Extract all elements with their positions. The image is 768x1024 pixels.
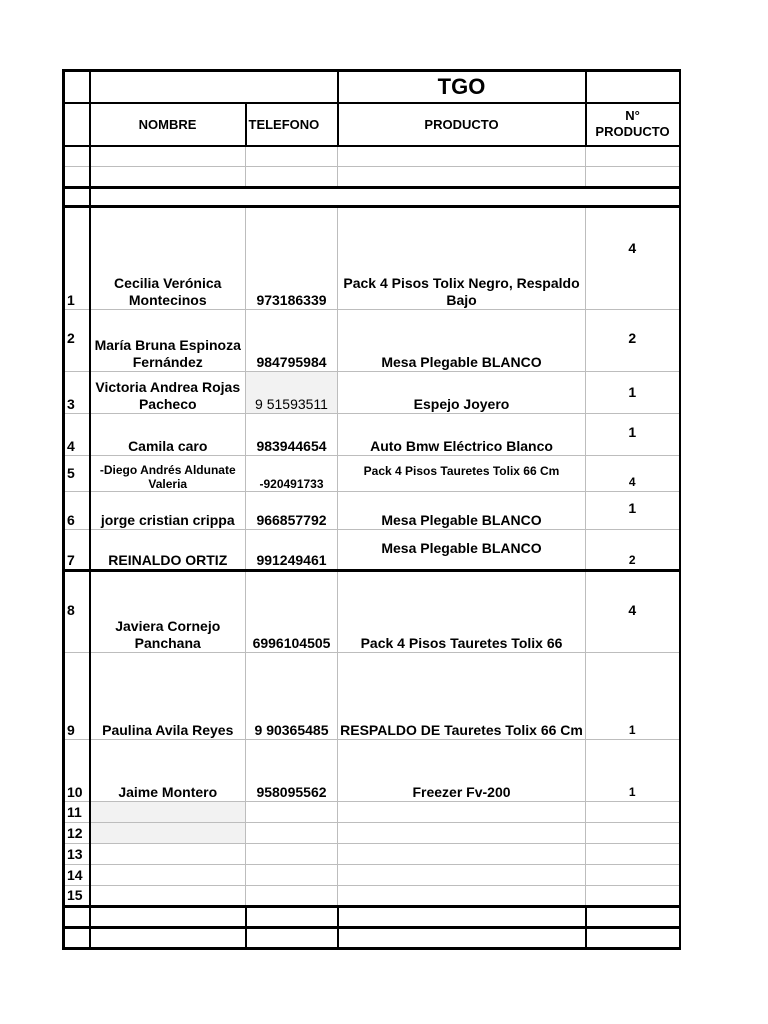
empty-cell[interactable]: [586, 886, 680, 907]
empty-cell[interactable]: [586, 146, 680, 167]
cell-nombre[interactable]: Cecilia Verónica Montecinos: [90, 207, 246, 310]
cell-telefono[interactable]: 983944654: [246, 414, 338, 456]
empty-cell[interactable]: [338, 865, 586, 886]
cell-telefono[interactable]: 9 90365485: [246, 653, 338, 740]
header-nombre[interactable]: NOMBRE: [90, 103, 246, 146]
cell-nombre[interactable]: Camila caro: [90, 414, 246, 456]
cell-telefono[interactable]: 966857792: [246, 492, 338, 530]
row-header[interactable]: [64, 71, 90, 103]
row-header[interactable]: [64, 146, 90, 167]
row-number[interactable]: 2: [64, 310, 90, 372]
empty-cell[interactable]: [338, 823, 586, 844]
cell-telefono[interactable]: 991249461: [246, 530, 338, 571]
cell-cantidad[interactable]: 1: [586, 653, 680, 740]
empty-cell[interactable]: [338, 167, 586, 188]
row-number[interactable]: 7: [64, 530, 90, 571]
cell-nombre[interactable]: Javiera Cornejo Panchana: [90, 571, 246, 653]
cell-nombre[interactable]: jorge cristian crippa: [90, 492, 246, 530]
row-number[interactable]: 10: [64, 740, 90, 802]
header-n-producto[interactable]: N° PRODUCTO: [586, 103, 680, 146]
sheet-title[interactable]: TGO: [338, 71, 586, 103]
header-telefono[interactable]: TELEFONO: [246, 103, 338, 146]
cell-telefono[interactable]: 973186339: [246, 207, 338, 310]
cell-producto[interactable]: Espejo Joyero: [338, 372, 586, 414]
empty-cell[interactable]: [246, 928, 338, 949]
empty-cell[interactable]: [338, 802, 586, 823]
cell-producto[interactable]: Pack 4 Pisos Tolix Negro, Respaldo Bajo: [338, 207, 586, 310]
empty-cell[interactable]: [246, 146, 338, 167]
row-number[interactable]: 9: [64, 653, 90, 740]
empty-cell[interactable]: [586, 928, 680, 949]
cell-cantidad[interactable]: 1: [586, 740, 680, 802]
title-cell-blank[interactable]: [90, 71, 338, 103]
empty-cell[interactable]: [246, 823, 338, 844]
empty-cell[interactable]: [90, 886, 246, 907]
cell-nombre[interactable]: María Bruna Espinoza Fernández: [90, 310, 246, 372]
cell-telefono[interactable]: -920491733: [246, 456, 338, 492]
cell-producto[interactable]: Pack 4 Pisos Tauretes Tolix 66: [338, 571, 586, 653]
row-number[interactable]: 15: [64, 886, 90, 907]
empty-cell[interactable]: [586, 907, 680, 928]
row-header[interactable]: [64, 103, 90, 146]
cell-nombre[interactable]: Victoria Andrea Rojas Pacheco: [90, 372, 246, 414]
cell-cantidad[interactable]: 4: [586, 207, 680, 310]
empty-cell[interactable]: [246, 907, 338, 928]
cell-producto[interactable]: Mesa Plegable BLANCO: [338, 310, 586, 372]
empty-cell[interactable]: [90, 167, 246, 188]
empty-cell[interactable]: [246, 802, 338, 823]
cell-producto[interactable]: Mesa Plegable BLANCO: [338, 530, 586, 571]
empty-cell[interactable]: [90, 823, 246, 844]
cell-producto[interactable]: Mesa Plegable BLANCO: [338, 492, 586, 530]
cell-cantidad[interactable]: 2: [586, 530, 680, 571]
cell-telefono[interactable]: 9 51593511: [246, 372, 338, 414]
empty-cell[interactable]: [338, 844, 586, 865]
empty-cell[interactable]: [586, 865, 680, 886]
cell-cantidad[interactable]: 1: [586, 372, 680, 414]
cell-nombre[interactable]: Jaime Montero: [90, 740, 246, 802]
row-number[interactable]: 12: [64, 823, 90, 844]
empty-cell[interactable]: [586, 823, 680, 844]
cell-cantidad[interactable]: 2: [586, 310, 680, 372]
cell-nombre[interactable]: REINALDO ORTIZ: [90, 530, 246, 571]
row-number[interactable]: 8: [64, 571, 90, 653]
spreadsheet-table: [62, 69, 681, 950]
empty-cell[interactable]: [246, 844, 338, 865]
row-header[interactable]: [64, 928, 90, 949]
empty-cell[interactable]: [338, 907, 586, 928]
empty-cell[interactable]: [586, 802, 680, 823]
empty-cell[interactable]: [246, 865, 338, 886]
empty-cell[interactable]: [90, 802, 246, 823]
cell-nombre[interactable]: Paulina Avila Reyes: [90, 653, 246, 740]
empty-cell[interactable]: [90, 844, 246, 865]
row-number[interactable]: 4: [64, 414, 90, 456]
empty-cell[interactable]: [90, 865, 246, 886]
cell-producto[interactable]: RESPALDO DE Tauretes Tolix 66 Cm: [338, 653, 586, 740]
cell-telefono[interactable]: 6996104505: [246, 571, 338, 653]
empty-cell[interactable]: [90, 907, 246, 928]
empty-cell[interactable]: [90, 188, 680, 207]
cell-cantidad[interactable]: 1: [586, 414, 680, 456]
empty-cell[interactable]: [90, 928, 246, 949]
row-header[interactable]: [64, 907, 90, 928]
cell-producto[interactable]: Pack 4 Pisos Tauretes Tolix 66 Cm: [338, 456, 586, 492]
row-number[interactable]: 13: [64, 844, 90, 865]
cell-cantidad[interactable]: 4: [586, 456, 680, 492]
cell-cantidad[interactable]: 1: [586, 492, 680, 530]
row-number[interactable]: 1: [64, 207, 90, 310]
empty-cell[interactable]: [338, 928, 586, 949]
row-number[interactable]: 3: [64, 372, 90, 414]
row-number[interactable]: 5: [64, 456, 90, 492]
row-number[interactable]: 14: [64, 865, 90, 886]
row-header[interactable]: [64, 188, 90, 207]
cell-nombre[interactable]: -Diego Andrés Aldunate Valeria: [90, 456, 246, 492]
row-number[interactable]: 6: [64, 492, 90, 530]
cell-telefono[interactable]: 984795984: [246, 310, 338, 372]
row-number[interactable]: 11: [64, 802, 90, 823]
cell-producto[interactable]: Auto Bmw Eléctrico Blanco: [338, 414, 586, 456]
empty-cell[interactable]: [90, 146, 246, 167]
cell-cantidad[interactable]: 4: [586, 571, 680, 653]
empty-cell[interactable]: [586, 167, 680, 188]
cell-telefono[interactable]: 958095562: [246, 740, 338, 802]
cell-producto[interactable]: Freezer Fv-200: [338, 740, 586, 802]
empty-cell[interactable]: [246, 167, 338, 188]
header-producto[interactable]: PRODUCTO: [338, 103, 586, 146]
empty-cell[interactable]: [338, 146, 586, 167]
empty-cell[interactable]: [338, 886, 586, 907]
row-header[interactable]: [64, 167, 90, 188]
title-cell-blank-right[interactable]: [586, 71, 680, 103]
empty-cell[interactable]: [586, 844, 680, 865]
empty-cell[interactable]: [246, 886, 338, 907]
